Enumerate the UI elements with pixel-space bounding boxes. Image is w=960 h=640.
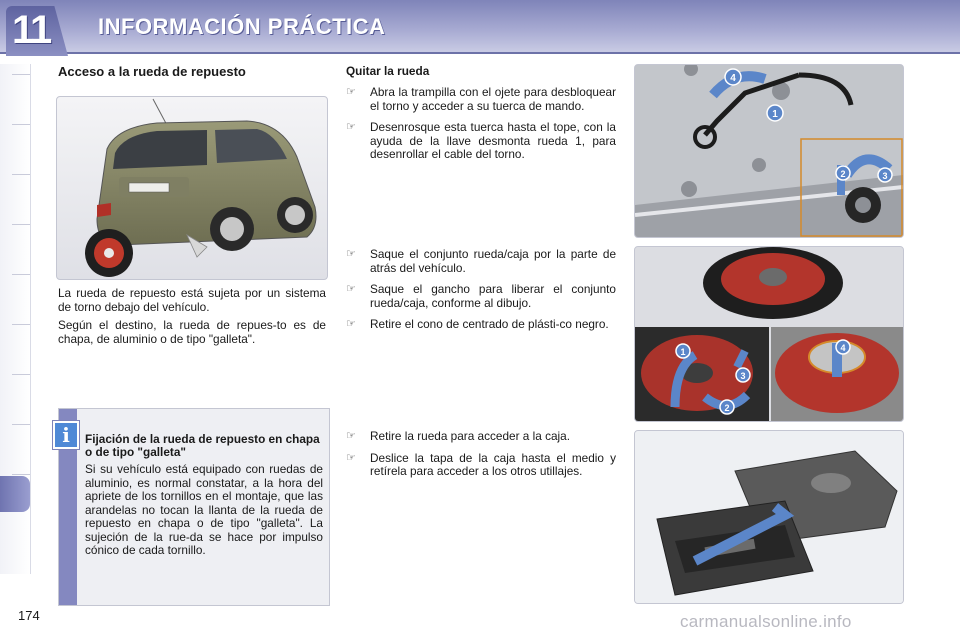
tab-divider — [12, 424, 30, 425]
info-box-body: Si su vehículo está equipado con ruedas de aluminio, es normal constatar, a la hora del apriete de los tornillos en el montaje, que las arandelas no tocan la llanta de la rueda de repuesto en chapa o de tipo "galleta". La sujeción de la rue-da se hace por impulso cónico de cada tornillo. — [85, 462, 323, 557]
figure-callout: 2 — [724, 403, 730, 413]
list-item — [346, 86, 616, 113]
figure-callout: 4 — [730, 73, 736, 84]
section-title: Acceso a la rueda de repuesto — [58, 64, 246, 79]
pointing-hand-icon: ☞ — [346, 121, 356, 133]
tab-divider — [12, 474, 30, 475]
list-item — [346, 430, 616, 444]
step-text: Saque el gancho para liberar el conjunto rueda/caja, conforme al dibujo. — [370, 282, 616, 310]
chapter-number: 11 — [12, 8, 51, 52]
figure-callout: 1 — [772, 109, 778, 120]
active-chapter-tab — [0, 476, 30, 512]
tool-box-drawing — [635, 431, 903, 603]
list-item — [346, 318, 616, 332]
tab-divider — [12, 174, 30, 175]
winch-nut-drawing — [635, 65, 903, 237]
info-icon: i — [53, 421, 79, 449]
header-divider — [0, 52, 960, 54]
pointing-hand-icon: ☞ — [346, 430, 356, 442]
info-box-title: Fijación de la rueda de repuesto en chapa o de tipo "galleta" — [85, 432, 320, 459]
steps-group-3 — [346, 430, 616, 487]
list-item — [346, 248, 616, 275]
pointing-hand-icon: ☞ — [346, 248, 356, 260]
step-text: Deslice la tapa de la caja hasta el medio y retírela para acceder a los otros utillajes. — [370, 450, 616, 478]
watermark: carmanualsonline.info — [680, 612, 852, 631]
page-number: 174 — [18, 608, 40, 623]
intro-paragraph: La rueda de repuesto está sujeta por un sistema de torno debajo del vehículo. — [58, 286, 326, 314]
figure-winch-nut — [634, 64, 904, 238]
procedure-title: Quitar la rueda — [346, 64, 430, 78]
variant-paragraph: Según el destino, la rueda de repues-to es de chapa, de aluminio o de tipo "galleta". — [58, 318, 326, 346]
figure-tool-box — [634, 430, 904, 604]
steps-group-1 — [346, 86, 616, 170]
pointing-hand-icon: ☞ — [346, 451, 356, 464]
step-text: Abra la trampilla con el ojete para desbloquear el torno y acceder a su tuerca de mando. — [370, 85, 616, 113]
steps-group-2 — [346, 248, 616, 340]
pointing-hand-icon: ☞ — [346, 86, 356, 98]
page-title: INFORMACIÓN PRÁCTICA — [98, 14, 386, 39]
car-drawing — [57, 97, 327, 279]
list-item — [346, 283, 616, 310]
figure-callout: 4 — [840, 343, 846, 353]
figure-callout: 3 — [882, 171, 888, 181]
car-illustration — [56, 96, 328, 280]
step-text: Desenrosque esta tuerca hasta el tope, con la ayuda de la llave desmonta rueda 1, para desenrollar el cable del torno. — [370, 120, 616, 161]
tab-divider — [12, 74, 30, 75]
step-text: Retire el cono de centrado de plásti-co negro. — [370, 317, 609, 331]
step-text: Retire la rueda para acceder a la caja. — [370, 429, 571, 443]
tab-divider — [12, 224, 30, 225]
tab-divider — [12, 274, 30, 275]
tab-divider — [12, 374, 30, 375]
tab-divider — [12, 324, 30, 325]
step-text: Saque el conjunto rueda/caja por la parte de atrás del vehículo. — [370, 247, 616, 275]
info-box — [58, 408, 330, 606]
figure-callout: 1 — [680, 347, 686, 357]
wheel-basket-drawing — [635, 247, 903, 421]
list-item — [346, 452, 616, 479]
pointing-hand-icon: ☞ — [346, 318, 356, 330]
list-item — [346, 121, 616, 162]
pointing-hand-icon: ☞ — [346, 283, 356, 295]
figure-callout: 2 — [840, 169, 846, 179]
figure-callout: 3 — [740, 371, 746, 381]
tab-divider — [12, 124, 30, 125]
figure-wheel-basket — [634, 246, 904, 422]
